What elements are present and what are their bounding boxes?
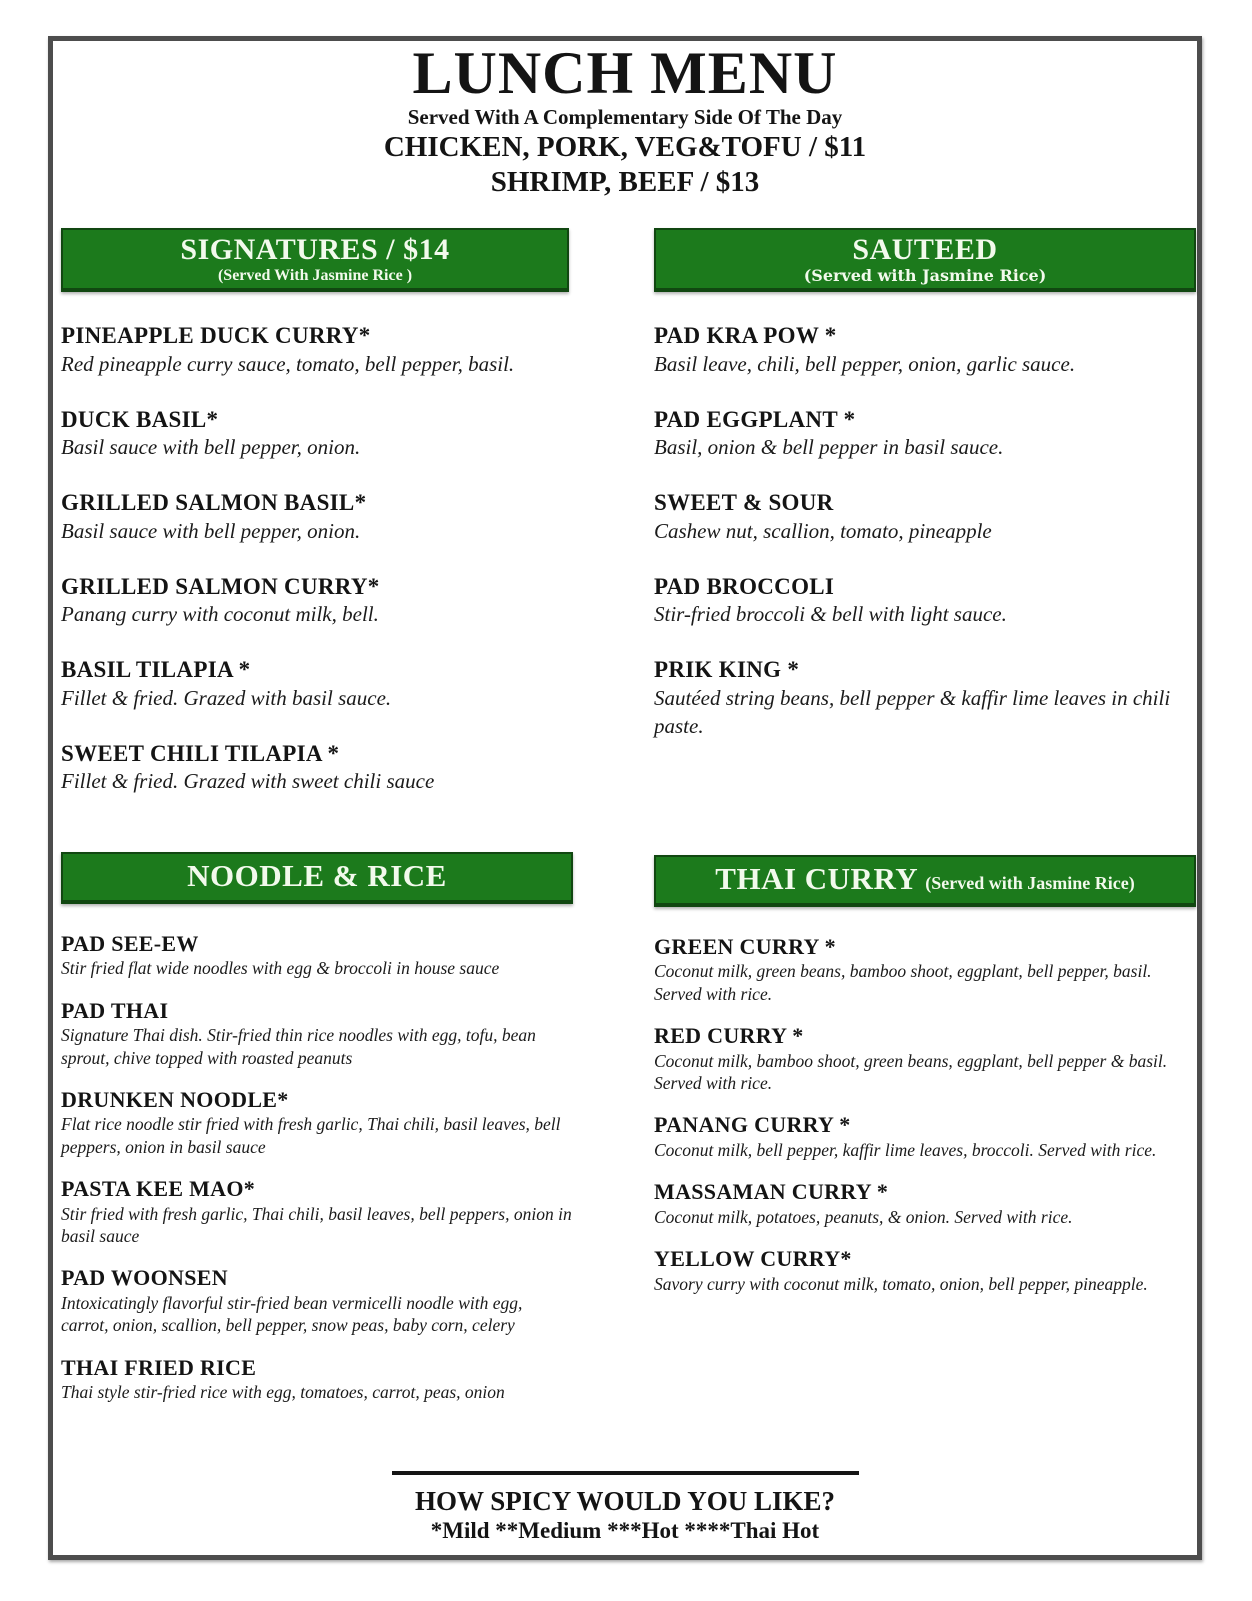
dish-description: Panang curry with coconut milk, bell. — [61, 602, 379, 627]
dish-name: PANANG CURRY * — [654, 1112, 851, 1138]
thai-curry-banner-title — [660, 860, 1190, 899]
menu-item — [654, 406, 1196, 462]
signatures-items — [61, 322, 569, 796]
dish-name: PRIK KING * — [654, 657, 800, 683]
menu-item — [61, 1354, 573, 1404]
dish-description: Savory curry with coconut milk, tomato, onion, bell pepper, pineapple. — [654, 1273, 1148, 1294]
menu-item — [61, 1264, 573, 1336]
menu-item — [61, 1086, 573, 1158]
menu-item — [654, 573, 1196, 629]
dish-description: Fillet & fried. Grazed with basil sauce. — [61, 685, 392, 710]
dish-description: Sautéed string beans, bell pepper & kaffir lime leaves in chili paste. — [654, 685, 1171, 738]
menu-item — [654, 1178, 1196, 1228]
spicy-question: HOW SPICY WOULD YOU LIKE? — [414, 1486, 836, 1516]
signatures-banner-title: SIGNATURES / $14 — [180, 233, 450, 266]
menu-item — [654, 656, 1196, 740]
menu-item — [654, 1022, 1196, 1094]
dish-name: GRILLED SALMON BASIL* — [61, 490, 367, 516]
menu-item — [654, 933, 1196, 1005]
dish-description: Basil sauce with bell pepper, onion. — [61, 435, 361, 460]
sauteed-banner — [654, 228, 1196, 292]
dish-name: SWEET CHILI TILAPIA * — [61, 740, 340, 766]
menu-item — [654, 1111, 1196, 1161]
page-title: LUNCH MENU — [412, 40, 838, 106]
dish-description: Basil leave, chili, bell pepper, onion, garlic sauce. — [654, 351, 1076, 376]
dish-name: PAD BROCCOLI — [654, 573, 835, 599]
dish-description: Coconut milk, bell pepper, kaffir lime leaves, broccoli. Served with rice. — [654, 1139, 1157, 1160]
dish-description: Thai style stir-fried rice with egg, tomatoes, carrot, peas, onion — [61, 1382, 505, 1403]
dish-description: Stir fried flat wide noodles with egg & broccoli in house sauce — [61, 958, 500, 979]
thai-curry-banner-text: THAI CURRY — [715, 861, 917, 896]
dish-description: Signature Thai dish. Stir-fried thin rice noodles with egg, tofu, bean sprout, chive topped with roasted peanuts — [61, 1025, 536, 1068]
dish-name: RED CURRY * — [654, 1023, 804, 1048]
dish-name: PAD SEE-EW — [61, 930, 199, 956]
dish-name: SWEET & SOUR — [654, 490, 834, 516]
dish-description: Red pineapple curry sauce, tomato, bell pepper, basil. — [61, 351, 515, 376]
dish-description: Coconut milk, potatoes, peanuts, & onion. Served with rice. — [654, 1206, 1073, 1227]
menu-item — [654, 1245, 1196, 1295]
sauteed-items — [654, 322, 1196, 740]
noodle-rice-banner-title: NOODLE & RICE — [187, 858, 447, 893]
section-noodle-rice — [61, 852, 573, 1421]
menu-item — [61, 322, 569, 378]
thai-curry-banner-subtitle: (Served with Jasmine Rice) — [925, 873, 1135, 893]
dish-name: YELLOW CURRY* — [654, 1246, 852, 1272]
menu-header — [53, 41, 1197, 199]
menu-item — [61, 489, 569, 545]
menu-footer — [53, 1471, 1197, 1546]
menu-item — [61, 1175, 573, 1247]
menu-item — [654, 489, 1196, 545]
dish-description: Basil sauce with bell pepper, onion. — [61, 518, 361, 543]
noodle-rice-items — [61, 930, 573, 1404]
menu-item — [654, 322, 1196, 378]
dish-description: Stir-fried broccoli & bell with light sauce. — [654, 602, 1007, 627]
thai-curry-items — [654, 933, 1196, 1295]
menu-item — [61, 406, 569, 462]
dish-description: Coconut milk, bamboo shoot, green beans, eggplant, bell pepper & basil. Served with rice. — [654, 1050, 1168, 1093]
menu-item — [61, 573, 569, 629]
thai-curry-banner — [654, 855, 1196, 907]
dish-name: GREEN CURRY * — [654, 933, 836, 959]
menu-item — [61, 740, 569, 796]
sauteed-banner-title: SAUTEED — [852, 233, 998, 266]
section-thai-curry — [654, 855, 1196, 1312]
sauteed-banner-subtitle: (Served with Jasmine Rice) — [803, 265, 1047, 285]
header-subtitle: Served With A Complementary Side Of The Day — [407, 105, 843, 130]
dish-name: PASTA KEE MAO* — [61, 1176, 256, 1202]
menu-item — [61, 656, 569, 712]
signatures-banner-subtitle: (Served With Jasmine Rice ) — [217, 266, 413, 284]
dish-name: GRILLED SALMON CURRY* — [61, 573, 380, 599]
menu-item — [61, 930, 573, 980]
menu-item — [61, 997, 573, 1069]
noodle-rice-banner — [61, 852, 573, 904]
dish-description: Flat rice noodle stir fried with fresh garlic, Thai chili, basil leaves, bell peppers, onion in basil sauce — [61, 1114, 561, 1157]
section-sauteed — [654, 228, 1196, 767]
dish-name: THAI FRIED RICE — [61, 1354, 257, 1380]
dish-description: Coconut milk, green beans, bamboo shoot, eggplant, bell pepper, basil. Served with rice. — [654, 961, 1152, 1004]
dish-description: Intoxicatingly flavorful stir-fried bean vermicelli noodle with egg, carrot, onion, scallion, bell pepper, snow peas, baby corn, celery — [61, 1292, 523, 1336]
dish-description: Cashew nut, scallion, tomato, pineapple — [654, 518, 992, 543]
dish-name: PINEAPPLE DUCK CURRY* — [61, 323, 371, 349]
dish-description: Fillet & fried. Grazed with sweet chili sauce — [61, 769, 435, 794]
dish-name: PAD EGGPLANT * — [654, 406, 856, 432]
spicy-scale: *Mild **Medium ***Hot ****Thai Hot — [430, 1518, 820, 1544]
footer-divider-line — [392, 1471, 859, 1475]
dish-name: BASIL TILAPIA * — [61, 657, 251, 683]
dish-name: MASSAMAN CURRY * — [654, 1179, 889, 1205]
dish-name: DRUNKEN NOODLE* — [61, 1086, 289, 1112]
section-signatures — [61, 228, 569, 823]
signatures-banner — [61, 228, 569, 292]
menu-page-frame — [48, 36, 1202, 1560]
dish-description: Stir fried with fresh garlic, Thai chili, basil leaves, bell peppers, onion in basil sauce — [61, 1203, 572, 1247]
header-price-line-1: CHICKEN, PORK, VEG&TOFU / $11 — [383, 131, 867, 164]
dish-name: PAD THAI — [61, 997, 169, 1023]
dish-description: Basil, onion & bell pepper in basil sauce. — [654, 435, 1004, 460]
dish-name: PAD WOONSEN — [61, 1265, 228, 1291]
header-price-line-2: SHRIMP, BEEF / $13 — [490, 165, 760, 198]
dish-name: PAD KRA POW * — [654, 323, 837, 349]
dish-name: DUCK BASIL* — [61, 406, 219, 432]
